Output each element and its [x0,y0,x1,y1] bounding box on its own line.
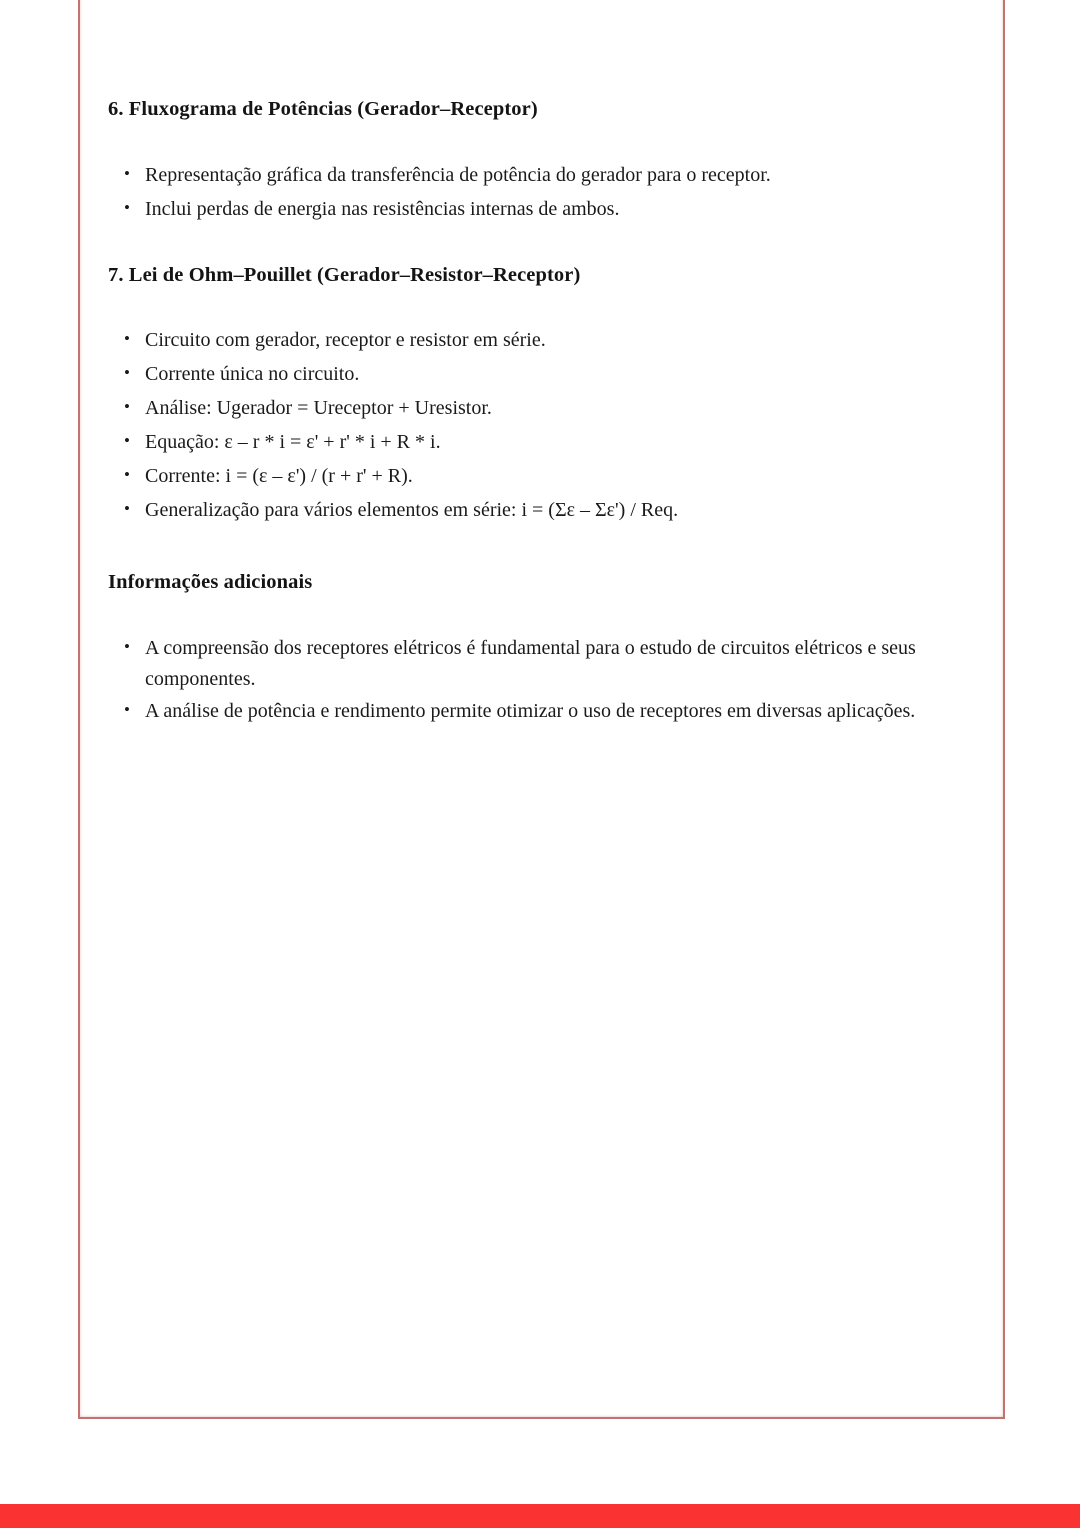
list-item: • Representação gráfica da transferência de potência do gerador para o receptor. [108,160,964,190]
spacer [108,597,964,633]
bullet-list-fluxograma [108,160,964,224]
bullet-list-lei-ohm-pouillet [108,325,964,525]
list-item: • A compreensão dos receptores elétricos é fundamental para o estudo de circuitos elétricos e seus componentes. [108,633,964,695]
bottom-accent-bar [0,1504,1080,1528]
list-item: • Inclui perdas de energia nas resistências internas de ambos. [108,194,964,224]
section-heading-informacoes-adicionais: Informações adicionais [108,571,313,594]
spacer [108,529,964,569]
list-item: • Corrente: i = (ε – ε') / (r + r' + R). [108,461,964,491]
bullet-list-informacoes-adicionais [108,633,964,727]
list-item: • A análise de potência e rendimento permite otimizar o uso de receptores em diversas aplicações. [108,696,964,727]
list-item: • Análise: Ugerador = Ureceptor + Uresistor. [108,393,964,423]
document-content [108,96,964,728]
section-heading-fluxograma: 6. Fluxograma de Potências (Gerador–Receptor) [108,98,538,120]
list-item: • Corrente única no circuito. [108,359,964,389]
spacer [108,228,964,262]
list-item: • Generalização para vários elementos em série: i = (Σε – Σε') / Req. [108,495,964,525]
spacer [108,289,964,325]
spacer [108,124,964,160]
section-heading-lei-ohm-pouillet: 7. Lei de Ohm–Pouillet (Gerador–Resistor–Receptor) [108,263,581,286]
list-item: • Equação: ε – r * i = ε' + r' * i + R * i. [108,427,964,457]
list-item: • Circuito com gerador, receptor e resistor em série. [108,325,964,355]
